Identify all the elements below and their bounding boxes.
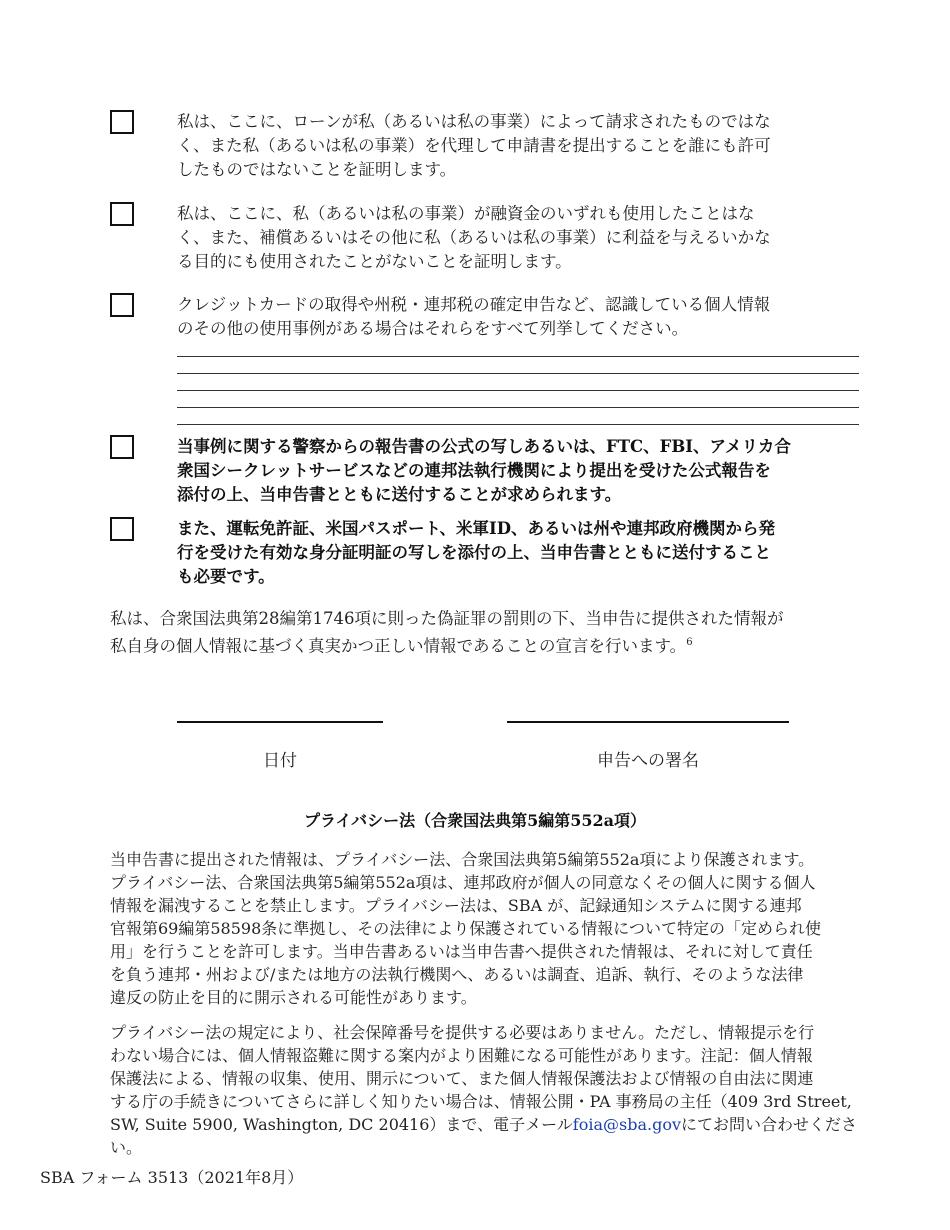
form-footer: SBA フォーム 3513（2021年8月）: [40, 1168, 304, 1187]
declaration-text: 私は、合衆国法典第28編第1746項に則った偽証罪の罰則の下、当申告に提供された情報が 私自身の個人情報に基づく真実かつ正しい情報であることの宣言を行います。: [110, 609, 784, 656]
certification-text-5: また、運転免許証、米国パスポート、米軍ID、あるいは州や連邦政府機関から発 行を受けた有効な身分証明証の写しを添付の上、当申告書とともに送付すること も必要です。: [177, 519, 776, 586]
checkbox-id-copy[interactable]: [110, 517, 134, 541]
certification-text-1: 私は、ここに、ローンが私（あるいは私の事業）によって請求されたものではな く、また私（あるいは私の事業）を代理して申請書を提出することを誰にも許可 したものではないことを証明します。: [177, 112, 771, 179]
checkbox-not-requested[interactable]: [110, 110, 134, 134]
answer-line-3[interactable]: [177, 390, 859, 391]
signature-line[interactable]: [507, 721, 789, 723]
answer-line-5[interactable]: [177, 424, 859, 425]
signature-label: 申告への署名: [597, 751, 699, 771]
checkbox-other-uses[interactable]: [110, 293, 134, 317]
privacy-paragraph-2-text: プライバシー法の規定により、社会保障番号を提供する必要はありません。ただし、情報提示を行 わない場合には、個人情報盗難に関する案内がより困難になる可能性があります。注記：個人情報 保護法による、情報の収集、使用、開示について、また個人情報保護法および情報の自由法に関連 する庁の手続きについてさらに詳しく知りたい場合は、情報公開・PA 事務局の主任（409 3rd Street, SW, Suite 5900, Washington, DC 20416）まで、電子メール: [110, 1023, 852, 1134]
privacy-paragraph-1: 当申告書に提出された情報は、プライバシー法、合衆国法典第5編第552a項により保護されます。 プライバシー法、合衆国法典第5編第552a項は、連邦政府が個人の同意なくその個人に関する個人 情報を漏洩することを禁止します。プライバシー法は、SBA が、記録通知システムに関する連邦 官報第69編第58598条に準拠し、その法律により保護されている情報について特定の「定められ使 用」を行うことを許可します。当申告書あるいは当申告書へ提供された情報は、それに対して責任 を負う連邦・州および/または地方の法執行機関へ、あるいは調査、追訴、執行、そのような法律 違反の防止を目的に開示される可能性があります。: [110, 850, 821, 1007]
privacy-paragraph-2-suffix: にてお問い合わせください。: [110, 1115, 857, 1157]
checkbox-police-report[interactable]: [110, 435, 134, 459]
certification-text-3: クレジットカードの取得や州税・連邦税の確定申告など、認識している個人情報 のその他の使用事例がある場合はそれらをすべて列挙してください。: [177, 295, 771, 338]
answer-line-4[interactable]: [177, 407, 859, 408]
privacy-heading: プライバシー法（合衆国法典第5編第552a項）: [303, 811, 647, 830]
date-line[interactable]: [177, 721, 383, 723]
checkbox-no-funds-used[interactable]: [110, 202, 134, 226]
answer-line-2[interactable]: [177, 373, 859, 374]
declaration: [110, 607, 870, 659]
date-label: 日付: [263, 751, 297, 771]
privacy-paragraph-2: [110, 1021, 870, 1159]
footnote-marker: 6: [686, 637, 693, 648]
answer-line-1[interactable]: [177, 356, 859, 357]
certification-text-4: 当事例に関する警察からの報告書の公式の写しあるいは、FTC、FBI、アメリカ合 衆国シークレットサービスなどの連邦法執行機関により提出を受けた公式報告を 添付の上、当申告書とともに送付することが求められます。: [177, 437, 791, 504]
foia-email-link[interactable]: foia@sba.gov: [572, 1115, 681, 1134]
certification-text-2: 私は、ここに、私（あるいは私の事業）が融資金のいずれも使用したことはな く、また、補償あるいはその他に私（あるいは私の事業）に利益を与えるいかな る目的にも使用されたことがないことを証明します。: [177, 204, 771, 271]
